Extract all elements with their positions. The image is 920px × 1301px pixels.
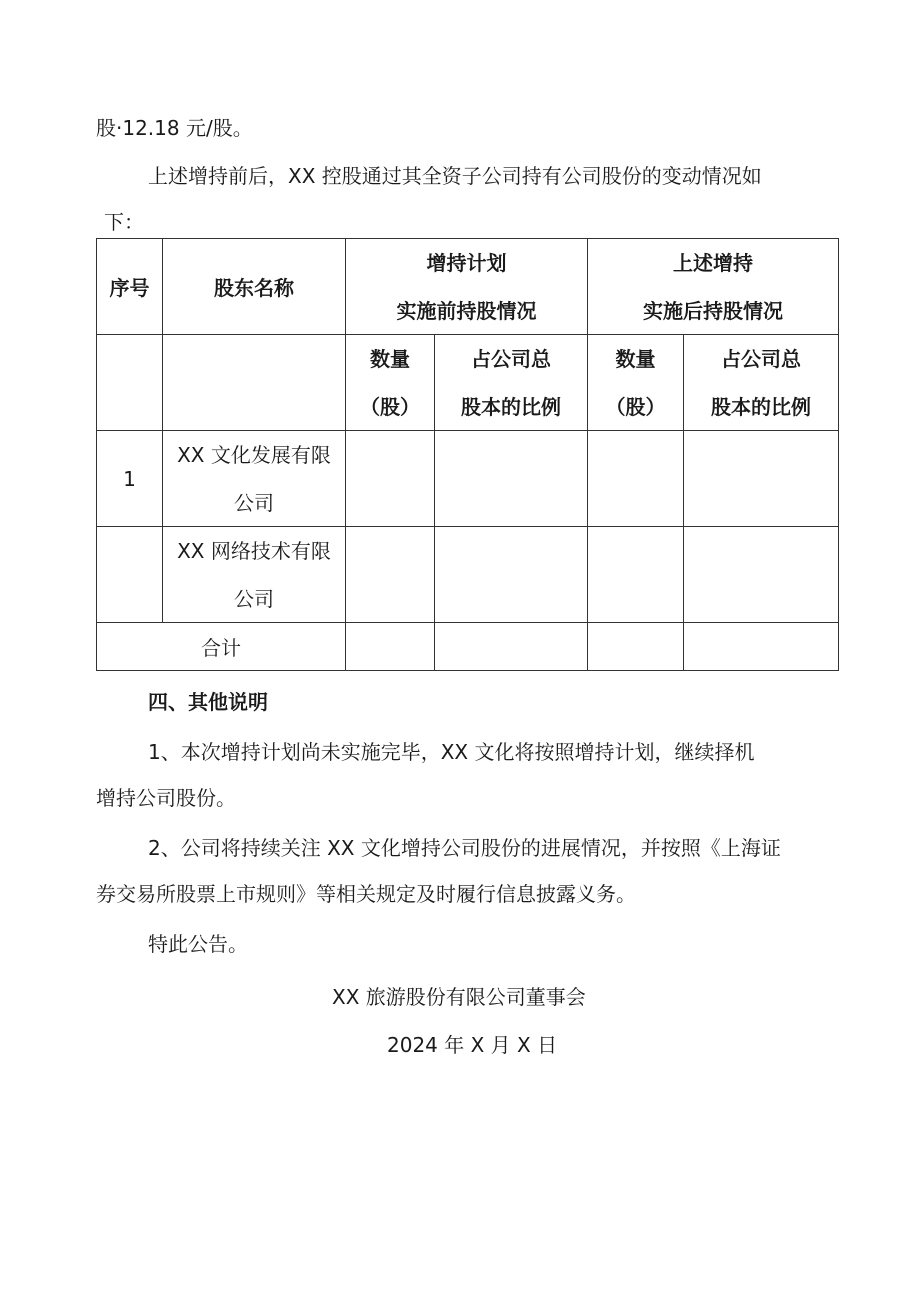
row-shareholder-name: XX 文化发展有限 公司 [163, 431, 346, 527]
header-seq: 序号 [97, 239, 163, 335]
total-label: 合计 [97, 623, 346, 671]
cell-qty-after [588, 527, 684, 623]
cell-qty-after [588, 431, 684, 527]
table-row [97, 431, 839, 527]
subheader-ratio-before: 占公司总 股本的比例 [435, 335, 588, 431]
subheader-qty-before: 数量 （股） [346, 335, 435, 431]
cell-ratio-before [435, 527, 588, 623]
total-qty-after [588, 623, 684, 671]
section-heading-other-notes: 四、其他说明 [148, 690, 268, 714]
note-item-2-line2: 券交易所股票上市规则》等相关规定及时履行信息披露义务。 [96, 882, 636, 906]
table-total-row [97, 623, 839, 671]
total-ratio-after [684, 623, 839, 671]
cell-qty-before [346, 527, 435, 623]
header-after-line1: 上述增持 [673, 250, 753, 275]
header-after-line2: 实施后持股情况 [643, 298, 783, 323]
cell-ratio-after [684, 431, 839, 527]
total-ratio-before [435, 623, 588, 671]
subheader-empty-seq [97, 335, 163, 431]
table-header-row [97, 239, 839, 335]
subheader-empty-name [163, 335, 346, 431]
header-before-line1: 增持计划 [426, 250, 507, 275]
signature-date: 2024 年 X 月 X 日 [387, 1033, 558, 1057]
cell-ratio-before [435, 431, 588, 527]
closing-statement: 特此公告。 [148, 932, 248, 956]
note-item-2-line1: 2、公司将持续关注 XX 文化增持公司股份的进展情况，并按照《上海证 [148, 836, 781, 860]
row-shareholder-name: XX 网络技术有限 公司 [163, 527, 346, 623]
header-shareholder-name: 股东名称 [163, 239, 346, 335]
subheader-ratio-after: 占公司总 股本的比例 [684, 335, 839, 431]
note-item-1-line2: 增持公司股份。 [96, 786, 236, 810]
header-after-increase [588, 239, 839, 335]
note-item-1-line1: 1、本次增持计划尚未实施完毕，XX 文化将按照增持计划，继续择机 [148, 740, 755, 764]
row-seq: 1 [97, 431, 163, 527]
row-seq [97, 527, 163, 623]
header-before-increase [346, 239, 588, 335]
table-subheader-row [97, 335, 839, 431]
paragraph-change-intro: 上述增持前后，XX 控股通过其全资子公司持有公司股份的变动情况如 [148, 164, 762, 188]
shareholding-table [96, 238, 839, 671]
table-row [97, 527, 839, 623]
paragraph-change-intro-end: 下： [104, 210, 144, 234]
cell-qty-before [346, 431, 435, 527]
header-before-line2: 实施前持股情况 [396, 298, 537, 323]
cell-ratio-after [684, 527, 839, 623]
subheader-qty-after: 数量 （股） [588, 335, 684, 431]
signature-company: XX 旅游股份有限公司董事会 [332, 985, 586, 1009]
paragraph-price: 股·12.18 元/股。 [96, 116, 253, 140]
total-qty-before [346, 623, 435, 671]
